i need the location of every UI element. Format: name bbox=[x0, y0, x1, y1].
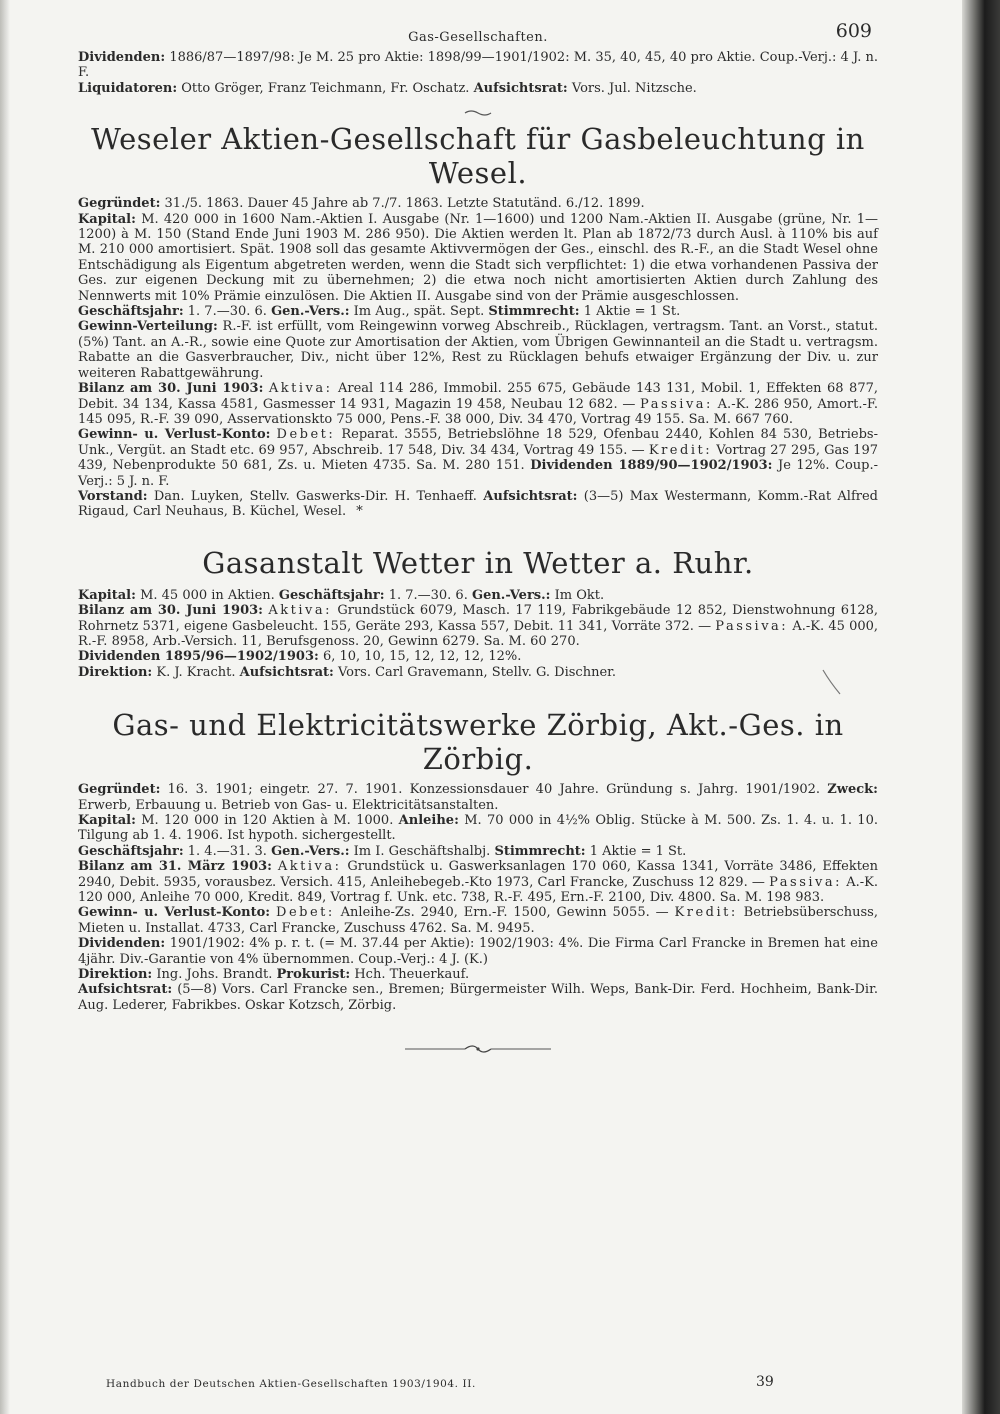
previous-company-entry bbox=[78, 50, 878, 96]
genvers-label: Gen.-Vers.: bbox=[271, 304, 350, 320]
page-number: 609 bbox=[835, 20, 872, 42]
gewinnverteilung-text: R.-F. ist erfüllt, vom Reingewinn vorweg Abschreib., Rücklagen, vertragsm. Tant. an Vorst., statut. (5%) Tant. an A.-R., sowie eine Quote zur Amortisation der Aktien, vom Übrigen Gewinnanteil an die Stadt u. vertragsm. Rabatte an die Gasverbraucher, Div., nicht über 12%, Rest zu Rücklagen behufs etwaiger Ergänzung der Div. u. zur weiteren Rabattgewährung. bbox=[78, 319, 878, 381]
direktion-text: K. J. Kracht. bbox=[156, 664, 236, 680]
prev-aufsichtsrat-text: Vors. Jul. Nitzsche. bbox=[571, 80, 697, 96]
genvers-text: Im I. Geschäftshalbj. bbox=[353, 843, 491, 859]
debet-text: Reparat. 3555, Betriebslöhne 18 529, Ofenbau 2440, Kohlen 84 530, Betriebs-Unk., Vergüt. an Stadt etc. 69 957, Abschreib. 17 548, Div. 34 434, Vortrag 49 155. bbox=[78, 427, 878, 458]
section-ornament bbox=[78, 106, 878, 118]
zweck-text: Erwerb, Erbauung u. Betrieb von Gas- u. Elektricitätsanstalten. bbox=[78, 797, 499, 813]
aufsichtsrat-label: Aufsichtsrat: bbox=[483, 488, 578, 504]
ornament-icon bbox=[463, 109, 493, 117]
kredit-label: Kredit: bbox=[674, 905, 738, 921]
anleihe-text: M. 70 000 in 4½% Oblig. Stücke à M. 500. Zs. 1. 4. u. 1. 10. Tilgung ab 1. 4. 1906. Ist hypoth. sichergestellt. bbox=[78, 813, 878, 844]
genvers-label: Gen.-Vers.: bbox=[471, 587, 551, 603]
prokurist-label: Prokurist: bbox=[276, 967, 351, 983]
aufsichtsrat-text: (3—5) Max Westermann, Komm.-Rat Alfred Rigaud, Carl Neuhaus, B. Küchel, Wesel. bbox=[78, 488, 878, 520]
running-head bbox=[78, 20, 878, 50]
aufsichtsrat-paragraph bbox=[78, 982, 878, 1013]
geschaeftsjahr-text: 1. 7.—30. 6. bbox=[187, 304, 267, 320]
kredit-text: Vortrag 27 295, Gas 197 439, Nebenprodukte 50 681, Zs. u. Mieten 4735. Sa. M. 280 151. bbox=[78, 442, 878, 474]
dividenden-text: Je 12%. Coup.-Verj.: 5 J. n. F. bbox=[78, 458, 878, 489]
gegruendet-paragraph bbox=[78, 782, 878, 813]
kapital-label: Kapital: bbox=[78, 211, 136, 227]
passiva-label: Passiva: bbox=[715, 618, 789, 634]
direktion-label: Direktion: bbox=[78, 664, 153, 680]
guv-paragraph: Gewinn- u. Verlust-Konto: Debet: Anleihe-Zs. 2940, Ern.-F. 1500, Gewinn 5055. — Kredit: Betriebsüberschuss, Mieten u. Installat. 4733, Carl Francke, Zuschuss 4762. Sa. M. 9495. bbox=[78, 905, 878, 936]
aktiva-label: Aktiva: bbox=[277, 859, 342, 875]
gewinnverteilung-paragraph bbox=[78, 319, 878, 381]
geschaeftsjahr-label: Geschäftsjahr: bbox=[278, 587, 385, 603]
direktion-paragraph bbox=[78, 967, 878, 982]
kapital-text: M. 420 000 in 1600 Nam.-Aktien I. Ausgabe (Nr. 1—1600) und 1200 Nam.-Aktien II. Ausgabe (grüne, Nr. 1—1200) à M. 150 (Stand Ende Juni 1903 M. 286 950). Die Aktien werden lt. Plan ab 1872/73 durch Ausl. à 110% bis auf M. 210 000 amortisiert. Spät. 1908 soll das gesamte Aktivvermögen der Ges., einschl. des R.-F., an die Stadt Wesel ohne Entschädigung als Eigentum abgetreten werden, wenn die Stadt sich verpflichtet: 1) die etwa vorhandenen Passiva der Ges. zur eigenen Deckung mit zu übernehmen; 2) die etwa noch nicht amortisierten Aktien durch Zahlung des Nennwerts mit 10% Prämie einzulösen. Die Aktien II. Ausgabe sind von der Prämie ausgeschlossen. bbox=[78, 211, 878, 304]
company-title: Weseler Aktien-Gesellschaft für Gasbeleuchtung in Wesel. bbox=[91, 122, 865, 191]
passiva-label: Passiva: bbox=[640, 396, 713, 412]
bilanz-label: Bilanz am 31. März 1903: bbox=[78, 859, 272, 875]
gegruendet-paragraph bbox=[78, 196, 878, 211]
vorstand-label: Vorstand: bbox=[78, 488, 148, 504]
kapital-label: Kapital: bbox=[78, 587, 136, 603]
bilanz-paragraph: Bilanz am 30. Juni 1903: Aktiva: Areal 114 286, Immobil. 255 675, Gebäude 143 131, Mobil. 1, Effekten 68 877, Debit. 34 134, Kassa 4581, Gasmesser 14 931, Magazin 19 458, Neubau 12 682. — Passiva: A.-K. 286 950, Amort.-F. 145 095, R.-F. 39 090, Asservationskto 75 000, Pens.-F. 38 000, Div. 34 470, Vortrag 49 155. Sa. M. 667 760. bbox=[78, 381, 878, 427]
guv-paragraph: Gewinn- u. Verlust-Konto: Debet: Reparat. 3555, Betriebslöhne 18 529, Ofenbau 2440, Kohlen 84 530, Betriebs-Unk., Vergüt. an Stadt etc. 69 957, Abschreib. 17 548, Div. 34 434, Vortrag 49 155. — Kredit: Vortrag 27 295, Gas 197 439, Nebenprodukte 50 681, Zs. u. Mieten 4735. Sa. M. 280 151. Dividenden 1889/90—1902/1903: Je 12%. Coup.-Verj.: 5 J. n. F. bbox=[78, 427, 878, 489]
passiva-text: A.-K. 45 000, R.-F. 8958, Arb.-Versich. 11, Berufsgenoss. 20, Gewinn 6279. Sa. M. 60 270. bbox=[78, 618, 879, 649]
kapital-label: Kapital: bbox=[78, 813, 136, 828]
debet-label: Debet: bbox=[276, 427, 336, 443]
page-content bbox=[78, 20, 879, 1060]
pencil-mark-icon bbox=[820, 668, 844, 698]
guv-label: Gewinn- u. Verlust-Konto: bbox=[78, 905, 271, 921]
prev-liquidatoren-paragraph bbox=[78, 81, 878, 96]
prev-dividenden-paragraph bbox=[78, 50, 878, 81]
debet-text: Anleihe-Zs. 2940, Ern.-F. 1500, Gewinn 5055. bbox=[340, 905, 650, 921]
bilanz-label: Bilanz am 30. Juni 1903: bbox=[78, 603, 263, 619]
geschaeftsjahr-paragraph bbox=[78, 844, 878, 859]
kapital-paragraph bbox=[78, 588, 878, 603]
geschaeftsjahr-paragraph bbox=[78, 304, 878, 319]
dividenden-label: Dividenden 1895/96—1902/1903: bbox=[78, 649, 319, 665]
anleihe-label: Anleihe: bbox=[398, 813, 459, 828]
zweck-label: Zweck: bbox=[827, 782, 878, 798]
dividenden-text: 1901/1902: 4% p. r. t. (= M. 37.44 per Aktie): 1902/1903: 4%. Die Firma Carl Francke in Bremen hat eine 4jähr. Div.-Garantie von 4% übernommen. Coup.-Verj.: 4 J. (K.) bbox=[78, 936, 879, 967]
company-entry-wetter bbox=[78, 546, 878, 680]
vorstand-text: Dan. Luyken, Stellv. Gaswerks-Dir. H. Tenhaeff. bbox=[153, 488, 477, 504]
gegruendet-label: Gegründet: bbox=[78, 196, 161, 212]
kredit-text: Betriebsüberschuss, Mieten u. Installat. 4733, Carl Francke, Zuschuss 4762. Sa. M. 9495. bbox=[78, 905, 878, 936]
geschaeftsjahr-text: 1. 7.—30. 6. bbox=[388, 587, 468, 603]
passiva-label: Passiva: bbox=[769, 874, 843, 890]
stimmrecht-label: Stimmrecht: bbox=[488, 304, 580, 320]
dividenden-text: 6, 10, 10, 15, 12, 12, 12, 12%. bbox=[322, 649, 522, 665]
genvers-label: Gen.-Vers.: bbox=[271, 843, 350, 859]
aufsichtsrat-label: Aufsichtsrat: bbox=[239, 664, 334, 680]
dividenden-label: Dividenden: bbox=[78, 936, 166, 952]
vorstand-paragraph bbox=[78, 489, 878, 520]
aufsichtsrat-text: Vors. Carl Gravemann, Stellv. G. Dischner. bbox=[337, 664, 617, 680]
stimmrecht-text: 1 Aktie = 1 St. bbox=[589, 843, 687, 859]
kapital-paragraph bbox=[78, 813, 878, 844]
prev-aufsichtsrat-label: Aufsichtsrat: bbox=[473, 80, 568, 96]
kapital-paragraph bbox=[78, 212, 878, 304]
direktion-label: Direktion: bbox=[78, 967, 153, 983]
prev-dividenden-label: Dividenden: bbox=[78, 50, 166, 65]
end-ornament bbox=[78, 1043, 878, 1059]
bilanz-paragraph: Bilanz am 30. Juni 1903: Aktiva: Grundstück 6079, Masch. 17 119, Fabrikgebäude 12 852, Dienstwohnung 6128, Rohrnetz 5371, eigene Gasbeleucht. 155, Geräte 293, Kassa 557, Debit. 11 341, Vorräte 372. — Passiva: A.-K. 45 000, R.-F. 8958, Arb.-Versich. 11, Berufsgenoss. 20, Gewinn 6279. Sa. M. 60 270. bbox=[78, 603, 879, 649]
gegruendet-label: Gegründet: bbox=[78, 782, 161, 798]
direktion-text: Ing. Johs. Brandt. bbox=[156, 967, 273, 983]
kredit-label: Kredit: bbox=[648, 442, 713, 458]
kapital-text: M. 120 000 in 120 Aktien à M. 1000. bbox=[141, 813, 394, 828]
footer-book-title: Handbuch der Deutschen Aktien-Gesellschaften 1903/1904. II. bbox=[106, 1378, 476, 1390]
aktiva-label: Aktiva: bbox=[268, 603, 332, 619]
prev-liquidatoren-label: Liquidatoren: bbox=[78, 80, 178, 96]
genvers-text: Im Aug., spät. Sept. bbox=[353, 304, 485, 320]
gegruendet-text: 31./5. 1863. Dauer 45 Jahre ab 7./7. 1863. Letzte Statutänd. 6./12. 1899. bbox=[164, 196, 645, 212]
kapital-text: M. 45 000 in Aktien. bbox=[140, 587, 275, 603]
gewinnverteilung-label: Gewinn-Verteilung: bbox=[78, 319, 218, 335]
aufsichtsrat-label: Aufsichtsrat: bbox=[78, 982, 173, 998]
company-title: Gasanstalt Wetter in Wetter a. Ruhr. bbox=[202, 545, 754, 580]
passiva-text: A.-K. 286 950, Amort.-F. 145 095, R.-F. 39 090, Asservationskto 75 000, Pens.-F. 38 000, Div. 34 470, Vortrag 49 155. Sa. M. 667 760. bbox=[78, 396, 878, 427]
page-edge bbox=[0, 0, 10, 1414]
company-title: Gas- und Elektricitätswerke Zörbig, Akt.-Ges. in Zörbig. bbox=[112, 708, 844, 777]
aktiva-text: Grundstück 6079, Masch. 17 119, Fabrikgebäude 12 852, Dienstwohnung 6128, Rohrnetz 5371, eigene Gasbeleucht. 155, Geräte 293, Kassa 557, Debit. 11 341, Vorräte 372. bbox=[78, 603, 879, 634]
aktiva-label: Aktiva: bbox=[268, 381, 333, 397]
dividenden-label: Dividenden 1889/90—1902/1903: bbox=[530, 458, 773, 474]
debet-label: Debet: bbox=[276, 905, 335, 921]
gegruendet-text: 16. 3. 1901; eingetr. 27. 7. 1901. Konzessionsdauer 40 Jahre. Gründung s. Jahrg. 1901/1902. bbox=[167, 782, 821, 798]
aktiva-text: Areal 114 286, Immobil. 255 675, Gebäude 143 131, Mobil. 1, Effekten 68 877, Debit. 34 134, Kassa 4581, Gasmesser 14 931, Magazin 19 458, Neubau 12 682. bbox=[78, 381, 878, 412]
prokurist-text: Hch. Theuerkauf. bbox=[354, 967, 470, 983]
direktion-paragraph bbox=[78, 665, 878, 680]
prev-liquidatoren-text: Otto Gröger, Franz Teichmann, Fr. Oschatz. bbox=[181, 80, 470, 96]
passiva-text: A.-K. 120 000, Anleihe 70 000, Kredit. 849, Vortrag f. Unk. etc. 738, R.-F. 495, Ern.-F. 2100, Div. 4800. Sa. M. 198 983. bbox=[78, 874, 879, 906]
aufsichtsrat-text: (5—8) Vors. Carl Francke sen., Bremen; Bürgermeister Wilh. Weps, Bank-Dir. Ferd. Hochheim, Bank-Dir. Aug. Lederer, Fabrikbes. Oskar Kotzsch, Zörbig. bbox=[78, 982, 878, 1013]
prev-dividenden-text: 1886/87—1897/98: Je M. 25 pro Aktie: 1898/99—1901/1902: M. 35, 40, 45, 40 pro Aktie. Coup.-Verj.: 4 J. n. F. bbox=[78, 50, 878, 81]
stimmrecht-label: Stimmrecht: bbox=[494, 843, 586, 859]
aktiva-text: Grundstück u. Gaswerksanlagen 170 060, Kassa 1341, Vorräte 3486, Effekten 2940, Debit. 5935, vorausbez. Versich. 415, Anleihebegeb.-Kto 1973, Carl Francke, Zuschuss 12 829. bbox=[78, 859, 878, 890]
bilanz-label: Bilanz am 30. Juni 1903: bbox=[78, 381, 264, 397]
dividenden-paragraph bbox=[78, 936, 878, 967]
company-entry-zoerbig bbox=[78, 708, 878, 1013]
company-entry-wesel bbox=[78, 122, 878, 520]
running-title: Gas-Gesellschaften. bbox=[408, 30, 548, 45]
end-ornament-icon bbox=[403, 1043, 553, 1055]
geschaeftsjahr-text: 1. 4.—31. 3. bbox=[187, 843, 267, 859]
geschaeftsjahr-label: Geschäftsjahr: bbox=[78, 304, 184, 320]
book-gutter-shadow bbox=[962, 0, 1000, 1414]
bilanz-paragraph: Bilanz am 31. März 1903: Aktiva: Grundstück u. Gaswerksanlagen 170 060, Kassa 1341, Vorräte 3486, Effekten 2940, Debit. 5935, vorausbez. Versich. 415, Anleihebegeb.-Kto 1973, Carl Francke, Zuschuss 12 829. — Passiva: A.-K. 120 000, Anleihe 70 000, Kredit. 849, Vortrag f. Unk. etc. 738, R.-F. 495, Ern.-F. 2100, Div. 4800. Sa. M. 198 983. bbox=[78, 859, 879, 906]
end-mark: * bbox=[356, 504, 363, 520]
stimmrecht-text: 1 Aktie = 1 St. bbox=[583, 304, 681, 320]
genvers-text: Im Okt. bbox=[554, 587, 605, 603]
footer-signature: 39 bbox=[756, 1374, 774, 1390]
geschaeftsjahr-label: Geschäftsjahr: bbox=[78, 843, 184, 859]
guv-label: Gewinn- u. Verlust-Konto: bbox=[78, 427, 271, 443]
dividenden-paragraph bbox=[78, 649, 878, 664]
